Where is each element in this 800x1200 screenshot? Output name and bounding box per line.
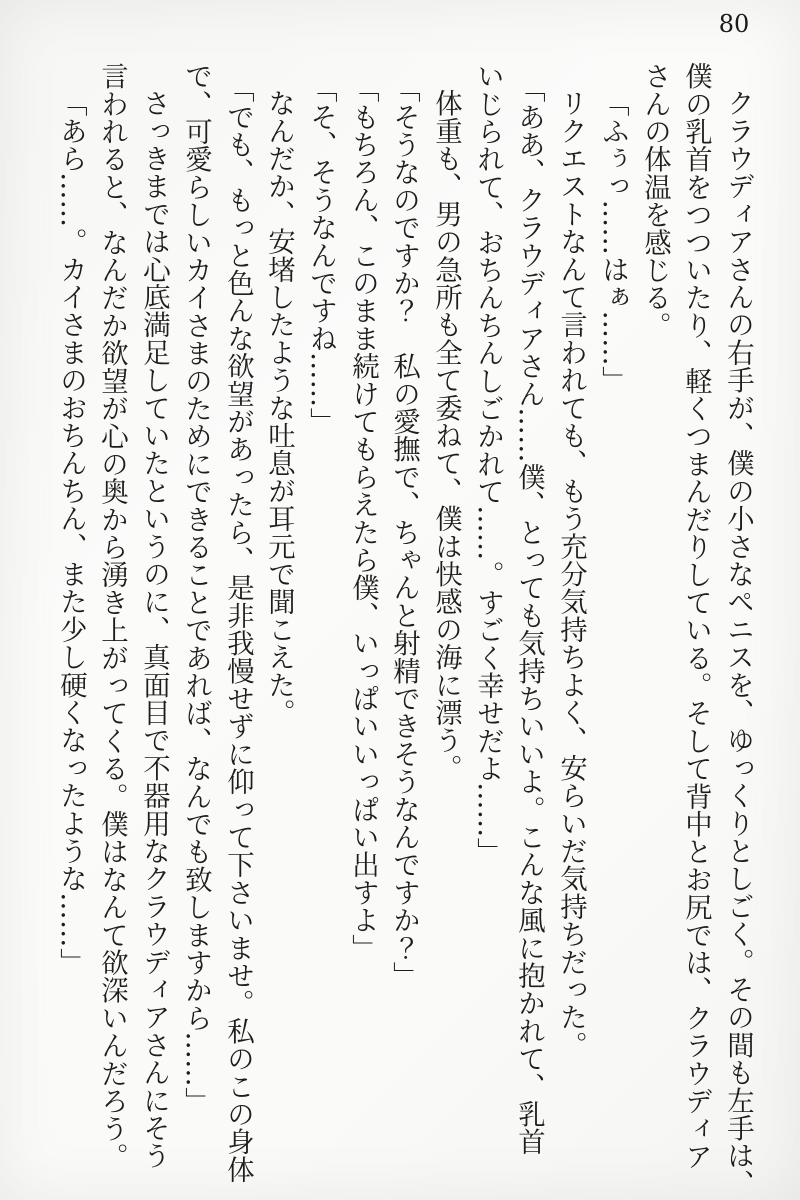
text-column: 「もちろん、このまま続けてもらえたら僕、いっぱいいっぱい出すよ」 <box>347 75 378 962</box>
text-column: 言われると、なんだか欲望が心の奥から湧き上がってくる。僕はなんて欲深いんだろう。 <box>96 62 127 1170</box>
text-column: 体重も、男の急所も全て委ねて、僕は快感の海に漂う。 <box>430 89 461 782</box>
text-column: なんだか、安堵したような吐息が耳元で聞こえた。 <box>263 89 294 727</box>
text-column: いじられて、おちんちんしごかれて……。すごく幸せだよ……」 <box>472 62 503 866</box>
text-column: さんの体温を感じる。 <box>639 62 670 339</box>
text-column: で、可愛らしいカイさまのためにできることであれば、なんでも致しますから……」 <box>180 62 211 1115</box>
text-column: 「そうなのですか？ 私の愛撫で、ちゃんと射精できそうなんですか？」 <box>388 75 419 990</box>
text-column: 僕の乳首をつついたり、軽くつまんだりしている。そして背中とお尻では、クラウディア <box>680 62 711 1170</box>
page-number: 80 <box>718 10 750 38</box>
text-column: リクエストなんて言われても、もう充分気持ちよく、安らいだ気持ちだった。 <box>555 89 586 1059</box>
text-column: さっきまでは心底満足していたというのに、真面目で不器用なクラウディアさんにそう <box>138 89 169 1170</box>
text-column: 「でも、もっと色んな欲望があったら、是非我慢せずに仰って下さいませ。私のこの身体 <box>222 75 253 1183</box>
text-column: 「ふぅっ……はぁ……」 <box>597 89 628 394</box>
text-column: 「ああ、クラウディアさん……僕、とっても気持ちいいよ。こんな風に抱かれて、乳首 <box>513 75 544 1156</box>
text-column: クラウディアさんの右手が、僕の小さなペニスを、ゆっくりとしごく。その間も左手は、 <box>722 89 753 1197</box>
text-column: 「そ、そうなんですね……」 <box>305 75 336 436</box>
text-column: 「あら……。カイさまのおちんちん、また少し硬くなったような……」 <box>55 89 86 976</box>
